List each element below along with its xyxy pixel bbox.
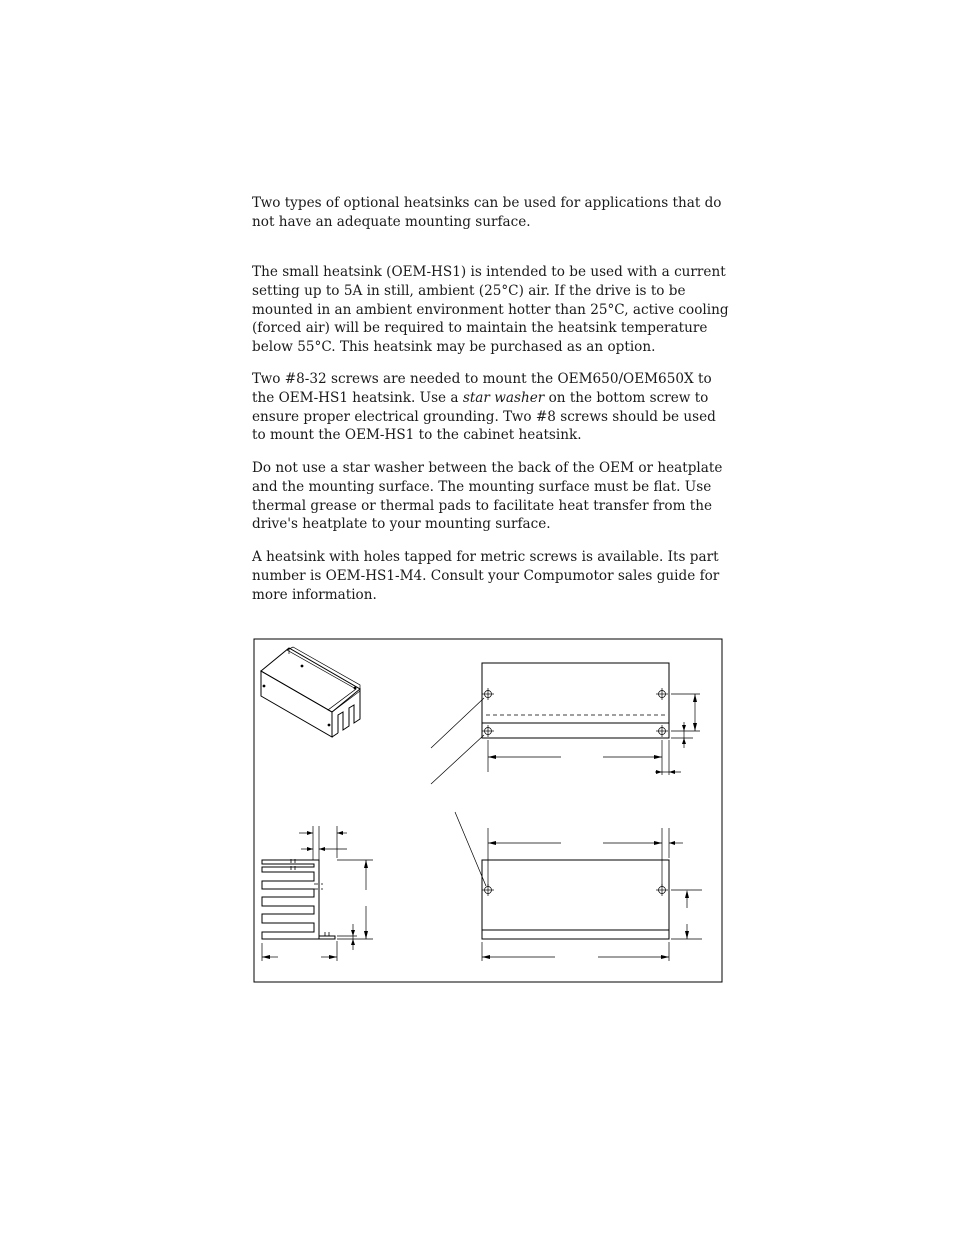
metric-heatsink-paragraph: A heatsink with holes tapped for metric screws is available. Its part number is OEM-HS1-M4. Consult your Compumotor sales guide for more information. bbox=[252, 549, 720, 603]
bottom-view-plate bbox=[455, 812, 702, 961]
top-view-plate bbox=[431, 663, 700, 784]
small-heatsink-paragraph: The small heatsink (OEM-HS1) is intended to be used with a current setting up to 5A in still, ambient (25°C) air. If the drive is to be mounted in an ambient environment hotter than 25°C, active cooling (forced air) will be required to maintain the heatsink temperature below 55°C. This heatsink may be purchased as an option. bbox=[252, 264, 729, 356]
heatsink-dimension-figure bbox=[253, 638, 723, 983]
screws-text-before: Two #8-32 screws are needed to mount the OEM650/OEM650X to the OEM-HS1 heatsink. Use a bbox=[252, 371, 712, 406]
mounting-surface-paragraph: Do not use a star washer between the back of the OEM or heatplate and the mounting surface. The mounting surface must be flat. Use thermal grease or thermal pads to facilitate heat transfer from the drive's heatplate to your mounting surface. bbox=[252, 460, 723, 533]
star-washer-emphasis: star washer bbox=[462, 389, 545, 406]
screws-text-after: on the bottom screw to ensure proper electrical grounding. Two #8 screws should be used to mount the OEM-HS1 to the cabinet heatsink. bbox=[252, 389, 716, 444]
side-profile-view bbox=[262, 826, 373, 961]
heatsink-drawing bbox=[253, 638, 723, 983]
isometric-heatsink-view bbox=[261, 647, 360, 737]
mounting-hole-icon bbox=[656, 688, 668, 700]
intro-paragraph: Two types of optional heatsinks can be used for applications that do not have an adequate mounting surface. bbox=[252, 195, 722, 230]
mounting-hole-icon bbox=[656, 725, 668, 737]
screws-paragraph bbox=[252, 370, 732, 445]
